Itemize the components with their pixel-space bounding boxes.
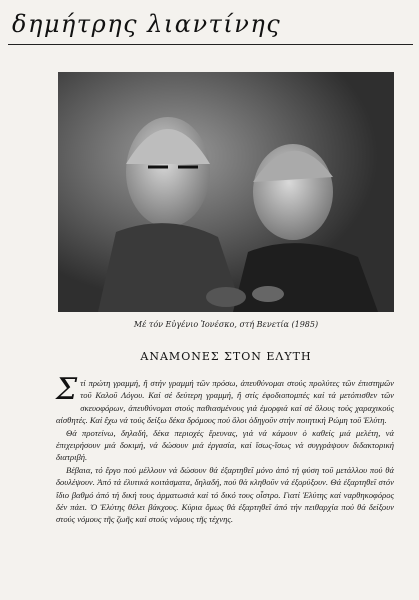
photo-caption: Μέ τόν Εὐγένιο Ἰονέσκο, στή Βενετία (1985) — [133, 320, 319, 329]
photograph — [58, 72, 394, 312]
page-header — [8, 4, 413, 44]
drop-cap: Σ — [56, 372, 78, 407]
author-name-title: δημήτρης λιαντίνης — [12, 10, 282, 38]
paragraph-3: Βέβαια, τό ἔργο πού μέλλουν νά δώσουν θά ἐξαρτηθεῖ μόνο ἀπό τή φύση τοῦ μετάλλου πού θά δουλέψουν. Ἀπό τά ἐλυτικά κοιτάσματα, δηλαδή, πού θά κληθοῦν νά ἐξορύξουν. Θά ἐξαρτηθεῖ στόν ἴδιο βαθμό ἀπό τή δική τους ἀρματωσιά καί τό δικό τους οἶστρο. Γιατί Ἐλύτης καί ναρθηκοφόρος δέν πάει. Ὁ Ἐλύτης θέλει βάκχους. Κύρια ὅμως θά ἐξαρτηθεῖ ἀπό τήν πειθαρχία πού θά δείξουν στούς νόμους τῆς ζωῆς καί στούς νόμους τῆς τέχνης. — [56, 464, 394, 525]
header-rule — [8, 44, 413, 45]
article-title: ΑΝΑΜΟΝΕΣ ΣΤΟΝ ΕΛΥΤΗ — [140, 350, 312, 363]
paragraph-1-text: τί πρώτη γραμμή, ἤ στήν γραμμή τῶν πρόσω, ἀπευθύνομαι στούς προλύτες τῶν ἐπιστημῶν τοῦ Καλοῦ Λόγου. Καί σέ δεύτερη γραμμή, ἤ στίς ἐφοδιοπομπές καί τά μετόπισθεν τῶν σκευοφόρων, ἀπευθύνομαι στούς παθιασμένους γιά ἐμορφιά καί σέ ὅλους τούς χαραχικούς αἰσθητές. Καί ἔχω νά τούς δείξω δέκα δρόμους πού ὅλοι ὁδηγοῦν στήν ποιητική Ρώμη τοῦ Ἐλύτη. — [56, 378, 394, 426]
paragraph-2: Θά προτείνω, δηλαδή, δέκα περιοχές ἔρευνας, γιά νά κάμουν ὁ καθείς μιά μελέτη, νά ἐπιχειρήσουν μιά δοκιμή, νά δώσουν μιά ἐργασία, καί ἴσως-ἴσως νά συγγράψουν διδακτορική διατριβή. — [56, 427, 394, 463]
article-body — [56, 372, 394, 526]
paragraph-1 — [56, 372, 394, 427]
photo-illustration — [58, 72, 394, 312]
